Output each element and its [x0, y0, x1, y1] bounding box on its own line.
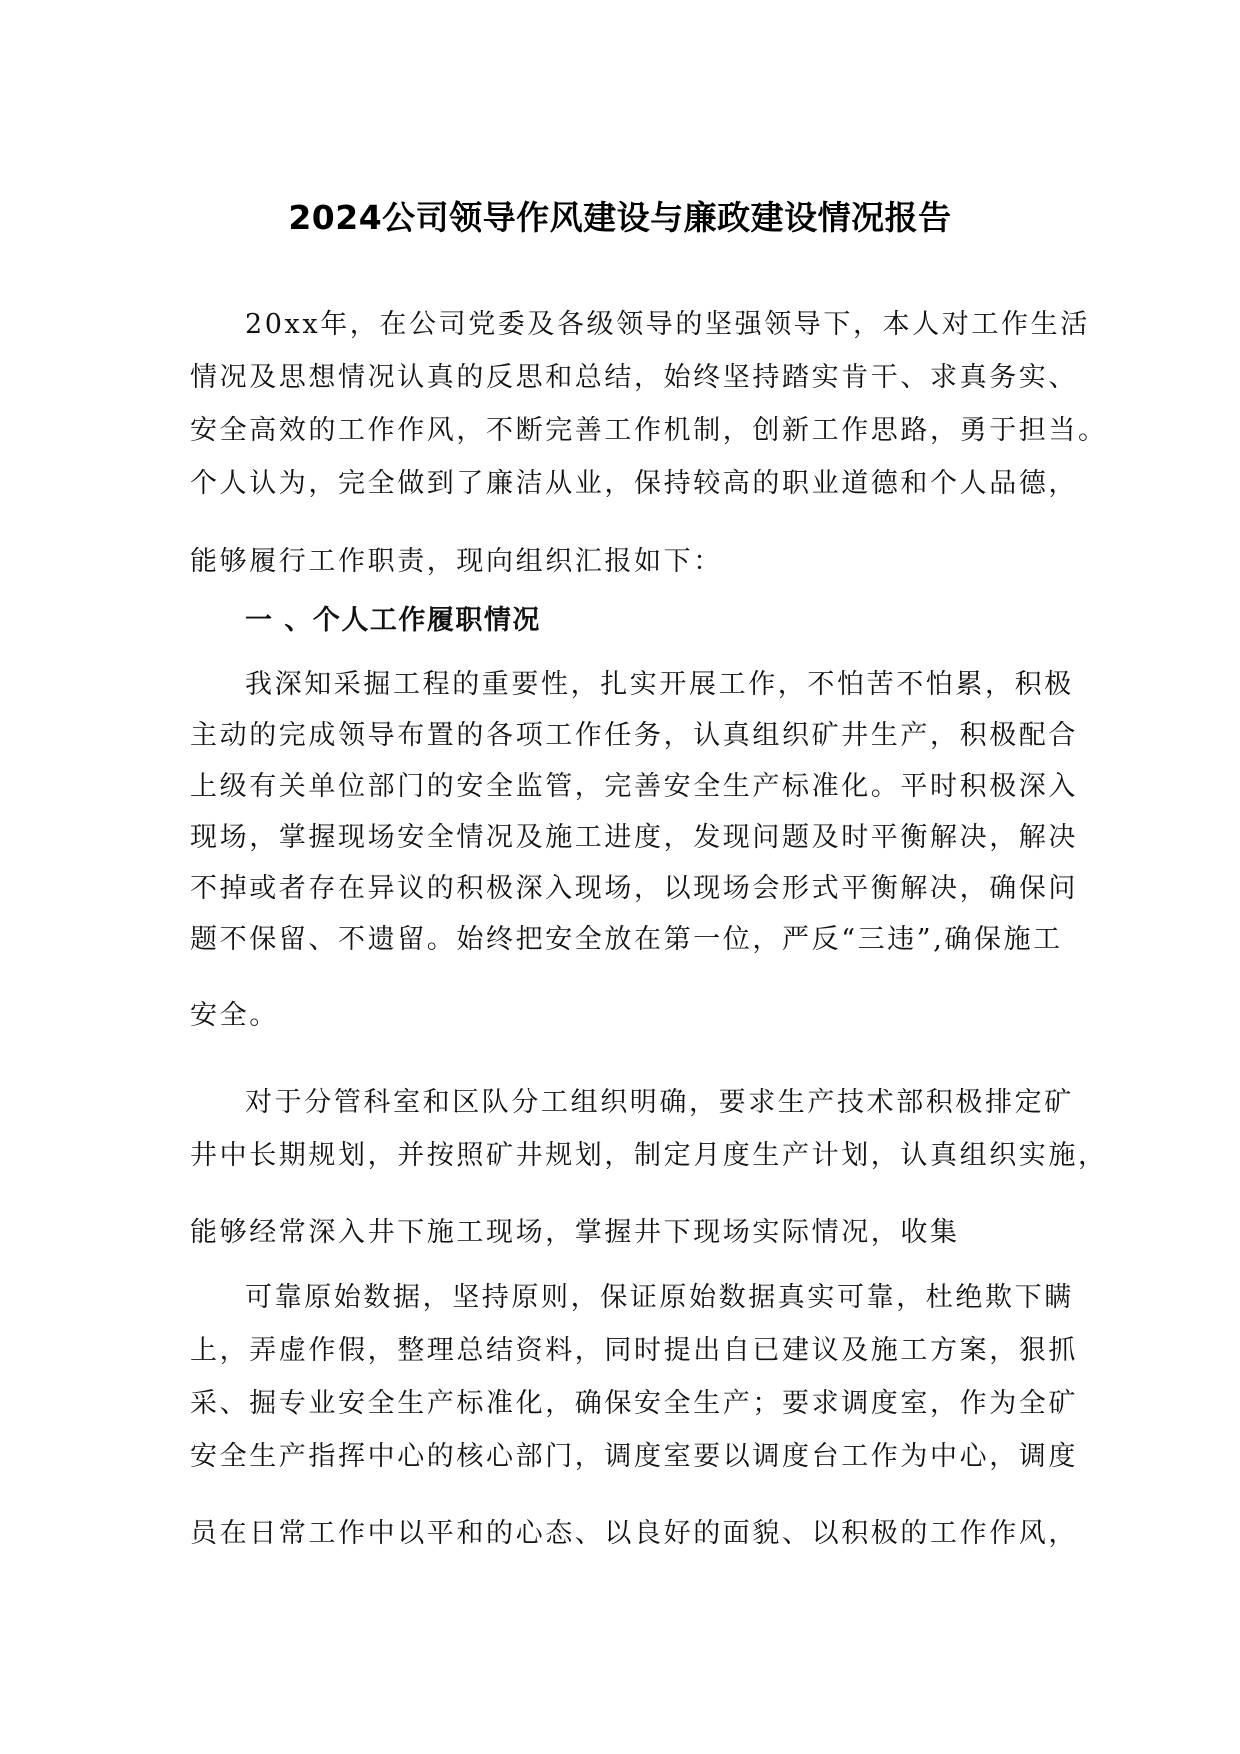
paragraph-line: 安全。	[190, 1000, 279, 1031]
paragraph-line: 安全高效的工作作风，不断完善工作机制，创新工作思路，勇于担当。	[190, 415, 1108, 446]
paragraph-line: 个人认为，完全做到了廉洁从业，保持较高的职业道德和个人品德，	[190, 468, 1078, 499]
paragraph-line: 现场，掌握现场安全情况及施工进度，发现问题及时平衡解决，解决	[190, 822, 1078, 853]
paragraph-line: 井中长期规划，并按照矿井规划，制定月度生产计划，认真组织实施，	[190, 1140, 1108, 1171]
paragraph-line: 安全生产指挥中心的核心部门，调度室要以调度台工作为中心，调度	[190, 1441, 1078, 1472]
paragraph-line: 员在日常工作中以平和的心态、以良好的面貌、以积极的工作作风，	[190, 1518, 1078, 1549]
paragraph-line: 可靠原始数据，坚持原则，保证原始数据真实可靠，杜绝欺下瞒	[245, 1282, 1074, 1313]
paragraph-line: 能够经常深入井下施工现场，掌握井下现场实际情况，收集	[190, 1217, 960, 1248]
paragraph-line: 主动的完成领导布置的各项工作任务，认真组织矿井生产，积极配合	[190, 720, 1078, 751]
paragraph-line: 采、掘专业安全生产标准化，确保安全生产；要求调度室，作为全矿	[190, 1388, 1078, 1419]
paragraph-line: 题不保留、不遗留。始终把安全放在第一位，严反“三违”,确保施工	[190, 924, 1063, 955]
paragraph-line: 对于分管科室和区队分工组织明确，要求生产技术部积极排定矿	[245, 1087, 1074, 1118]
paragraph-line: 20xx年，在公司党委及各级领导的坚强领导下，本人对工作生活	[245, 309, 1090, 340]
paragraph-line: 能够履行工作职责，现向组织汇报如下：	[190, 546, 723, 577]
paragraph-line: 不掉或者存在异议的积极深入现场，以现场会形式平衡解决，确保问	[190, 873, 1078, 904]
paragraph-line: 上级有关单位部门的安全监管，完善安全生产标准化。平时积极深入	[190, 771, 1078, 802]
paragraph-line: 我深知采掘工程的重要性，扎实开展工作，不怕苦不怕累，积极	[245, 669, 1074, 700]
section-heading: 一 、个人工作履职情况	[245, 605, 541, 636]
paragraph-line: 上，弄虚作假，整理总结资料，同时提出自已建议及施工方案，狠抓	[190, 1335, 1078, 1366]
paragraph-line: 情况及思想情况认真的反思和总结，始终坚持踏实肯干、求真务实、	[190, 362, 1078, 393]
document-title: 2024公司领导作风建设与廉政建设情况报告	[288, 198, 952, 237]
